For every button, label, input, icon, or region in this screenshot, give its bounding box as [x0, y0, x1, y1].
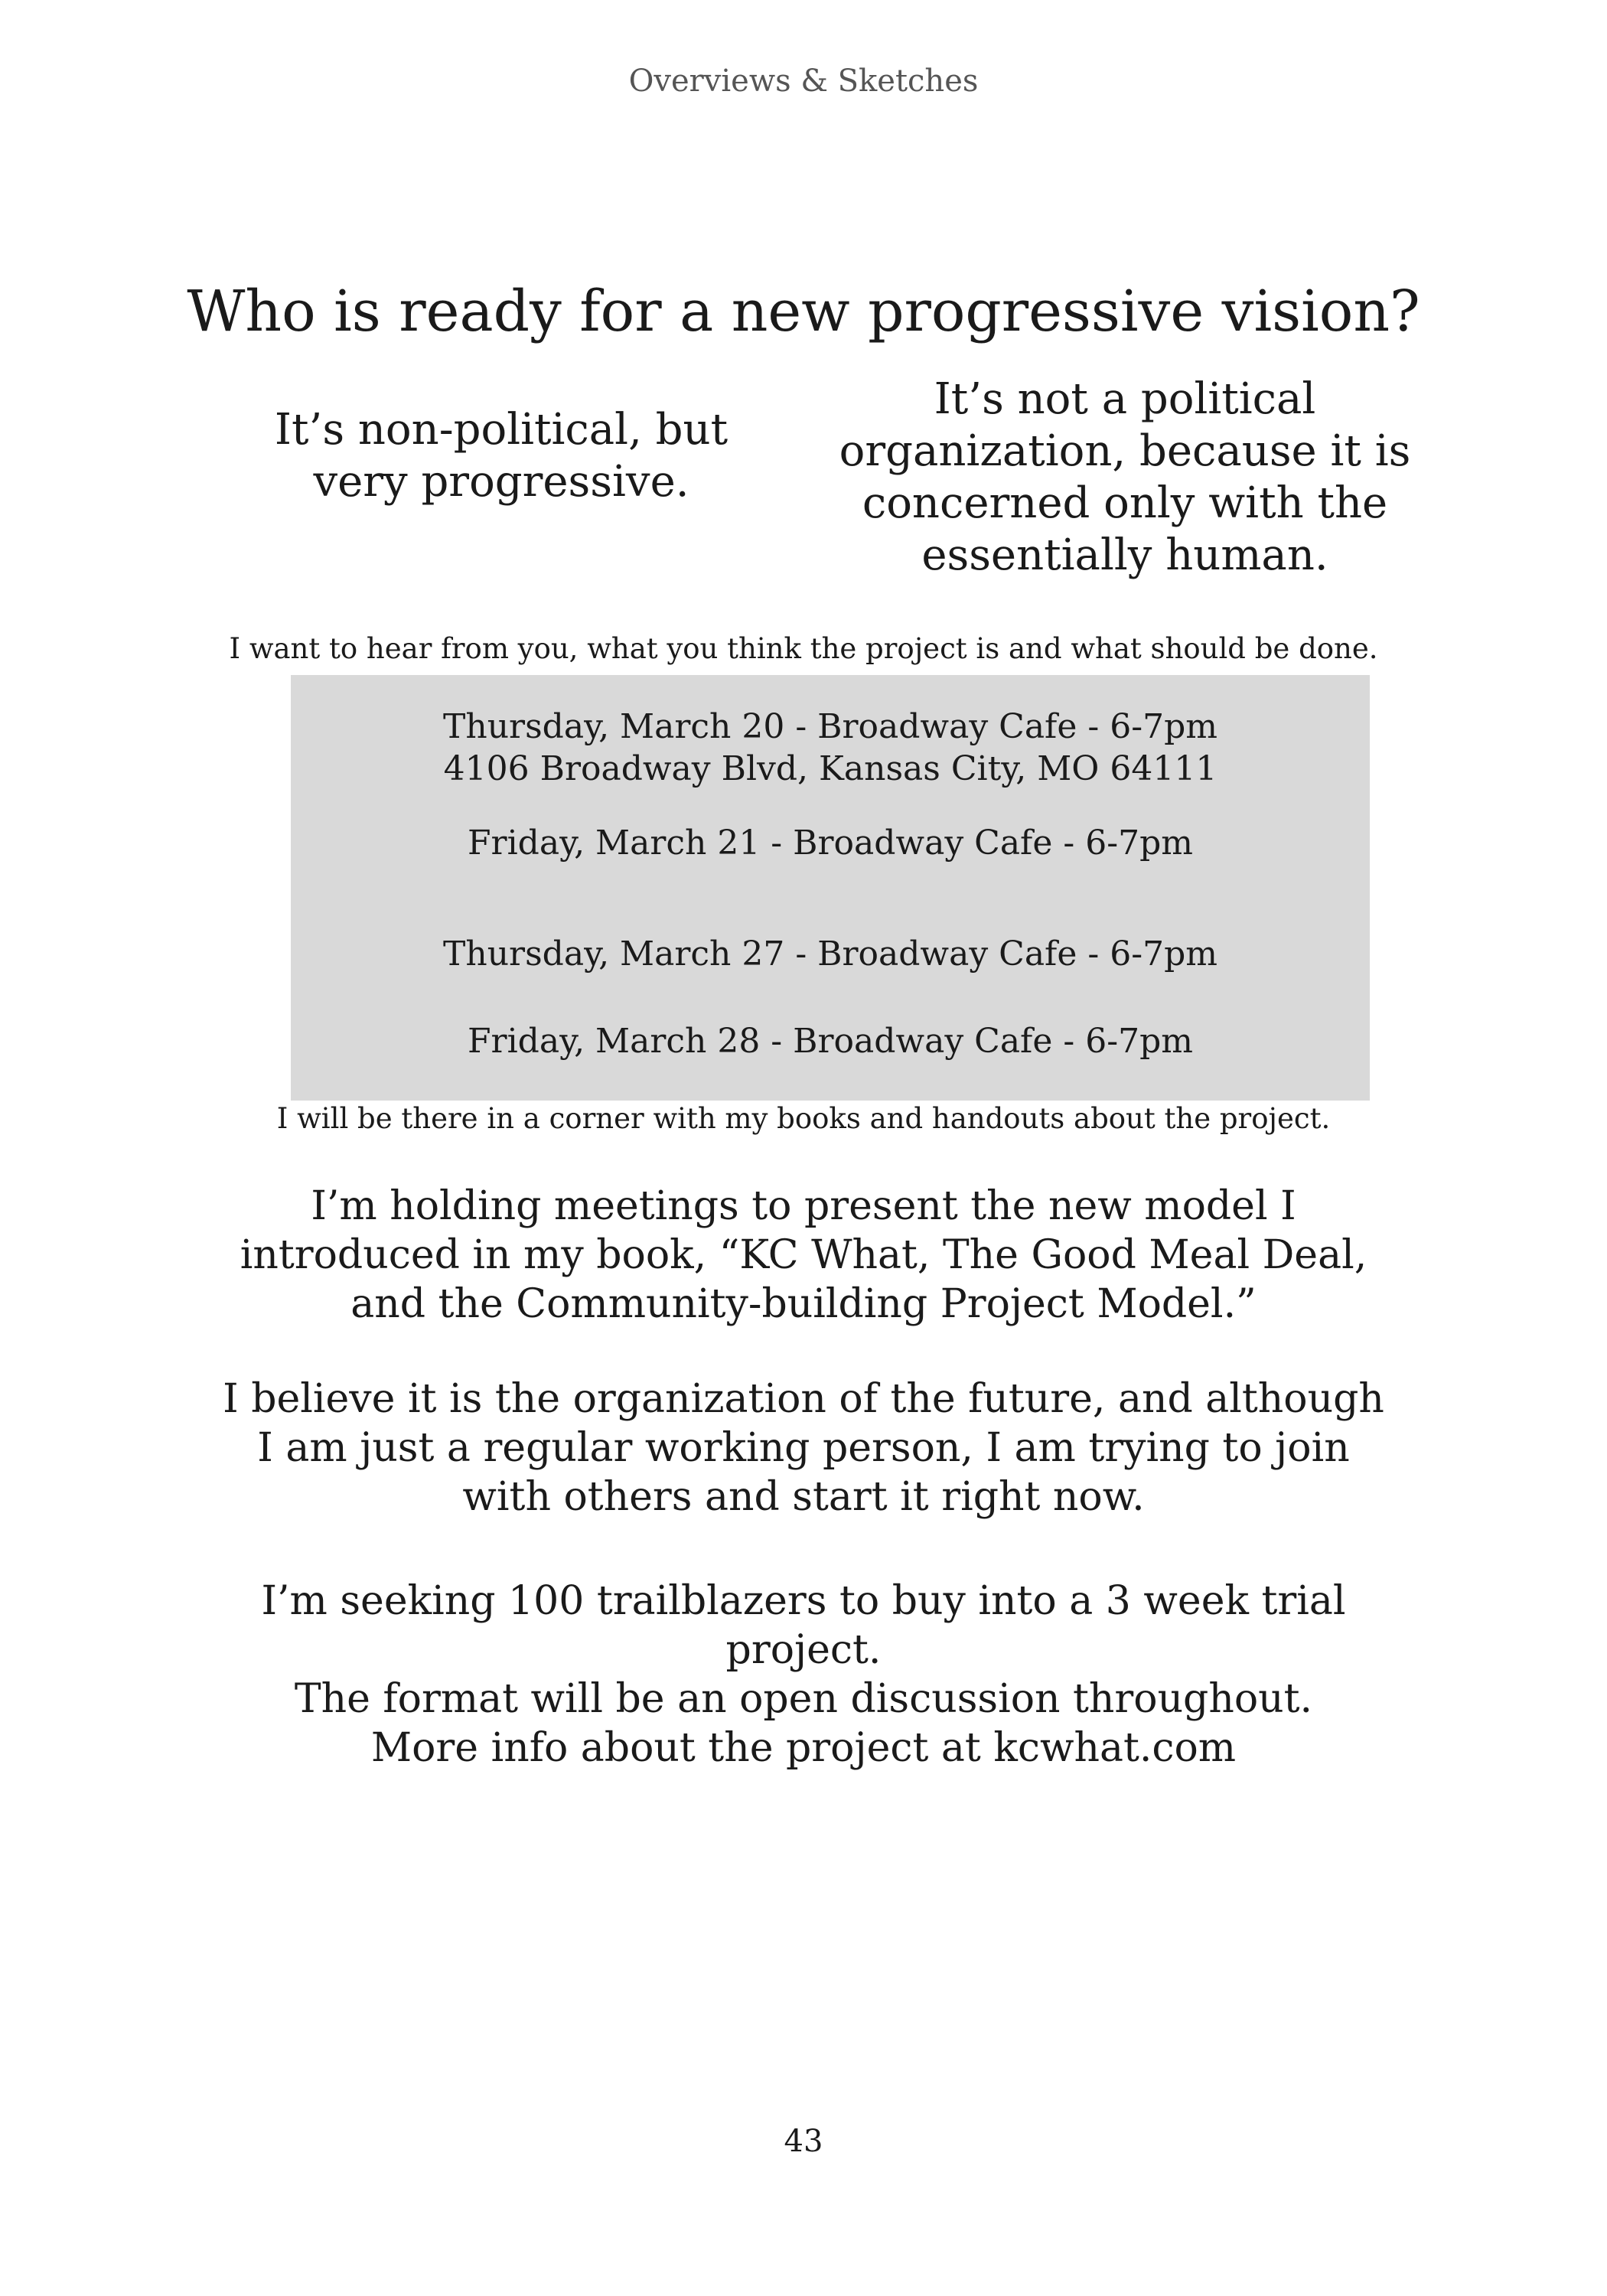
right-column-text [834, 373, 1416, 582]
schedule-entry-1-address: 4106 Broadway Blvd, Kansas City, MO 64111 [443, 749, 1217, 788]
paragraph-line: introduced in my book, “KC What, The Good Meal Deal, [240, 1232, 1367, 1278]
paragraph-line: with others and start it right now. [462, 1474, 1145, 1520]
schedule-box [291, 675, 1370, 1101]
paragraph-meetings [0, 1182, 1607, 1329]
left-column-line: It’s non-political, but [274, 405, 729, 455]
paragraph-line: I believe it is the organization of the future, and although [223, 1376, 1384, 1422]
right-column-line: It’s not a political [934, 374, 1316, 424]
paragraph-trailblazers [0, 1577, 1607, 1773]
schedule-entry-3: Thursday, March 27 - Broadway Cafe - 6-7pm [443, 934, 1217, 974]
paragraph-line: I’m seeking 100 trailblazers to buy into a 3 week trial [261, 1578, 1346, 1624]
page-number: 43 [784, 2124, 823, 2159]
paragraph-line: project. [725, 1627, 882, 1673]
right-column-line: concerned only with the [862, 478, 1388, 528]
schedule-entry-2: Friday, March 21 - Broadway Cafe - 6-7pm [468, 823, 1193, 863]
paragraph-line: I am just a regular working person, I am trying to join [257, 1425, 1350, 1471]
right-column-line: essentially human. [921, 530, 1328, 580]
schedule-entry-4: Friday, March 28 - Broadway Cafe - 6-7pm [468, 1022, 1193, 1061]
paragraph-future [0, 1375, 1607, 1521]
paragraph-line: The format will be an open discussion throughout. [294, 1676, 1313, 1722]
schedule-entry-1-line-1: Thursday, March 20 - Broadway Cafe - 6-7pm [443, 707, 1217, 746]
schedule-note: I will be there in a corner with my books and handouts about the project. [276, 1102, 1331, 1135]
website-line: More info about the project at kcwhat.com [370, 1725, 1237, 1771]
left-column-text [260, 404, 742, 508]
paragraph-line: and the Community-building Project Model.” [350, 1281, 1257, 1327]
intro-text: I want to hear from you, what you think the project is and what should be done. [229, 632, 1378, 665]
paragraph-line: I’m holding meetings to present the new model I [311, 1183, 1296, 1229]
page-title: Who is ready for a new progressive vision? [187, 279, 1420, 344]
running-header: Overviews & Sketches [628, 64, 979, 99]
left-column-line: very progressive. [313, 457, 689, 507]
right-column-line: organization, because it is [839, 426, 1411, 476]
